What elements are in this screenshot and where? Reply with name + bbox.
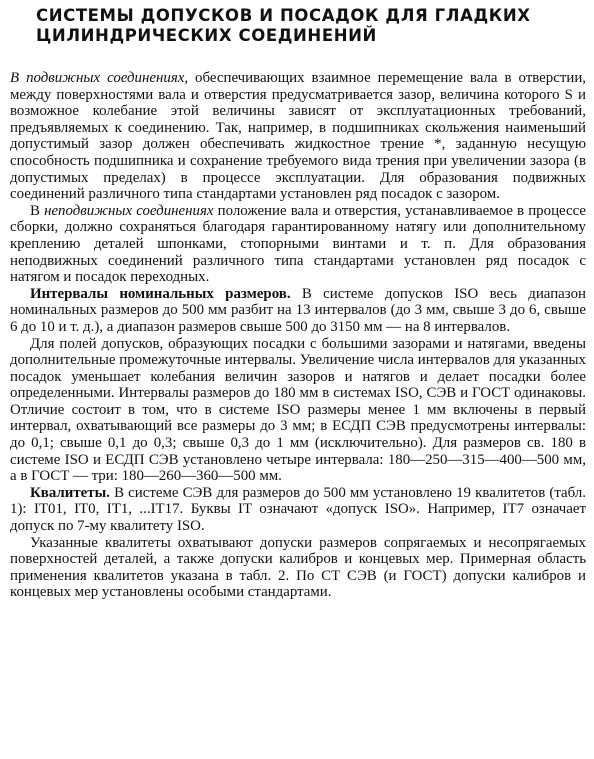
paragraph-text: В системе допусков ISO весь диапазон номинальных размеров до 500 мм разбит на 13 интервалов (до 3 мм, свыше 3 до 6, свыше 6 до 10 и т. д.), а диапазон размеров свыше 500 до 3150 мм — на 8 интервалов.	[10, 285, 586, 335]
paragraph-fixed-joints	[10, 203, 586, 286]
paragraph-prefix: В	[30, 202, 45, 219]
paragraph-intermediate-intervals	[10, 336, 586, 485]
paragraph-size-intervals	[10, 286, 586, 336]
heading-size-intervals: Интервалы номинальных размеров.	[30, 285, 291, 302]
paragraph-text: обеспечивающих взаимное перемещение вала в отверстии, между поверхностями вала и отверстия предусматривается зазор, величина которого S и возможное колебание этой величины зависят от эксплуатационных требований, предъявляемых к соединению. Так, например, в подшипниках скольжения наименьший допустимый зазор должен обеспечивать жидкостное трение *, заданную несущую способность подшипника и сохранение требуемого вида трения при увеличении зазора (в допустимых пределах) в процессе эксплуатации. Для образования подвижных соединений различного типа стандартами установлен ряд посадок с зазором.	[10, 70, 587, 203]
heading-grades: Квалитеты.	[30, 484, 110, 501]
section-title	[36, 6, 586, 46]
paragraph-text: Для полей допусков, образующих посадки с большими зазорами и натягами, введены дополнительные промежуточные интервалы. Увеличение числа интервалов для указанных посадок уменьшает колебания величин зазоров и натягов и делает посадки более определенными. Интервалы размеров до 180 мм в системах ISO, СЭВ и ГОСТ одинаковы. Отличие состоит в том, что в системе ISO размеры менее 1 мм включены в первый интервал, охватывающий все размеры до 3 мм; в ЕСДП СЭВ предусмотрены интервалы: до 0,1; свыше 0,1 до 0,3; свыше 0,3 до 1 мм (исключительно). Для размеров св. 180 в системе ISO и ЕСДП СЭВ установлено четыре интервала: 180—250—315—400—500 мм, а в ГОСТ — три: 180—260—360—500 мм.	[10, 335, 586, 485]
section-title-line-1: СИСТЕМЫ ДОПУСКОВ И ПОСАДОК ДЛЯ ГЛАДКИХ	[36, 6, 531, 25]
paragraph-grade-coverage	[10, 535, 586, 601]
paragraph-movable-joints	[10, 70, 586, 203]
paragraph-text: положение вала и отверстия, устанавливаемое в процессе сборки, должно сохраняться благодаря гарантированному натягу или дополнительному креплению деталей шпонками, стопорными винтами и т. п. Для образования неподвижных соединений различного типа стандартами установлен ряд посадок с натягом и посадок переходных.	[10, 202, 587, 286]
paragraph-text: В системе СЭВ для размеров до 500 мм установлено 19 квалитетов (табл. 1): IT01, IT0, IT1, ...IT17. Буквы IT означают «допуск ISO». Например, IT7 означает допуск по 7-му квалитету ISO.	[10, 484, 586, 535]
term-movable-joints: В подвижных соединениях,	[10, 70, 189, 86]
paragraph-text: Указанные квалитеты охватывают допуски размеров сопрягаемых и несопрягаемых поверхностей деталей, а также допуски калибров и концевых мер. Примерная область применения квалитетов указана в табл. 2. По СТ СЭВ (и ГОСТ) допуски калибров и концевых мер установлены особыми стандартами.	[10, 534, 586, 601]
term-fixed-joints: неподвижных соединениях	[44, 202, 214, 219]
section-title-line-2: ЦИЛИНДРИЧЕСКИХ СОЕДИНЕНИЙ	[36, 26, 377, 45]
paragraph-grades	[10, 485, 586, 535]
document-body	[10, 70, 586, 601]
